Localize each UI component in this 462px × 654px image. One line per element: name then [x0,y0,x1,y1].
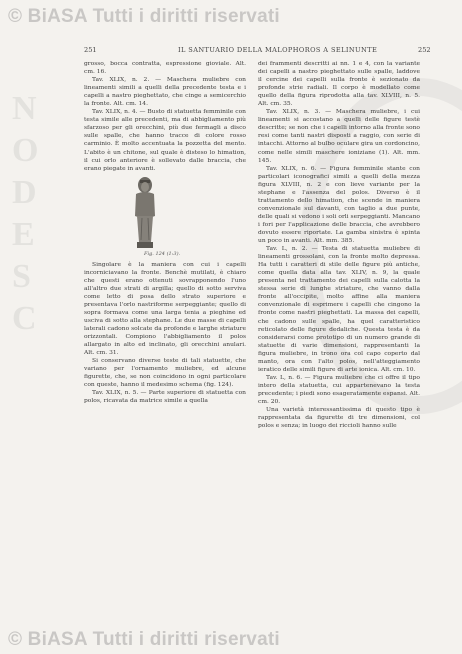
page-number-left: 251 [84,46,97,54]
watermark-bottom: © BiASA Tutti i diritti riservati [8,629,280,650]
watermark-top: © BiASA Tutti i diritti riservati [8,6,280,27]
paragraph: Tav. XLIX, n. 2. — Maschera muliebre con lineamenti simili a quelli della precedente testa e i capelli a nastro pieghettato, che cinge a semicerchio la fronte. Alt. cm. 14. [84,76,246,108]
paragraph: Tav. L, n. 6. — Figura muliebre che ci offre il tipo intero della statuetta, cui appartenevano la testa precedente; i piedi sono esageratamente espansi. Alt. cm. 20. [258,373,420,405]
left-column [84,60,246,406]
paragraph: Si conservano diverse teste di tali statuette, che variano per l'ornamento muliebre, ed alcune figurette, che, se non coincidono in ogni particolare con queste, hanno il medesimo schema (fig. 124). [84,357,246,389]
right-column [258,60,420,430]
paragraph: grosso, bocca contratta, espressione gioviale. Alt. cm. 16. [84,60,246,76]
paragraph: Singolare è la maniera con cui i capelli incorniciavano la fronte. Benchè mutilati, è chiaro che questi erano ottenuti sovrapponendo l'uno all'altro due strati di argilla; quello di sotto serviva come letto di posa dello strato superiore e presentava l'orlo nastriforme serpeggiante; quello di sopra formava come una larga tenia a pieghine ed usciva di sotto alla stephane. Le due masse di capelli laterali cadono solcate da profonde e larghe striature orizzontali. Compiono l'abbigliamento il polos allargato in alto ed inclinato, gli orecchini anulari. Alt. cm. 31. [84,260,246,357]
statuette-image [128,176,162,250]
figure-124 [84,176,246,258]
paragraph: Tav. L, n. 2. — Testa di statuetta muliebre di lineamenti grossolani, con la fronte molto depressa. Ha tutti i caratteri di stile delle figure più antiche, come quella data alla tav. XLIV, n. 9, la quale presenta nel trattamento dei capelli sulla calotta la stessa serie di lunghe striature, che vanno dalla fronte all'occipite, molto affine alla maniera convenzionale di esprimere i capelli che cingono la fronte come nastri pieghettati. La massa dei capelli, che cadono sulle spalle, ha quel caratteristico reticolato delle figure dedaliche. Questa testa è da considerarsi come prototipo di un numero grande di statuette di varie dimensioni, rappresentanti la figura muliebre, in trono ora col capo coperto dal manto, ora con l'alto polos, nell'atteggiamento ieratico delle simili figure di arte ionica. Alt. cm. 10. [258,245,420,373]
paragraph: Tav. XLIX, n. 5. — Parte superiore di statuetta con polos, ricavata da matrice simile a quella [84,389,246,405]
paragraph: Tav. XLIX, n. 3. — Maschera muliebre, i cui lineamenti si accostano a quelli delle figure testè descritte; se non che i capelli intorno alla fronte sono resi come tanti nastri disposti a raggio, con serie di intacchi. Attorno al bulbo oculare gira un cordoncino, come nelle simili maschere ioniziane (1). Alt. mm. 145. [258,108,420,164]
paragraph: Una varietà interessantissima di questo tipo è rappresentata da figurette di tre dimensioni, col polos e senza; in luogo dei riccioli hanno sulle [258,406,420,430]
page-header [0,46,462,58]
paragraph: Tav. XLIX, n. 6. — Figura femminile stante con particolari iconografici simili a quelli della mezza figura XLVIII, n. 2 e con lieve variante per la stephane e l'assenza del polos. Diverso è il trattamento dello himation, che scende in maniera convenzionale sul davanti, con taglio a due punte, delle quali si vedono i soli orli serpeggianti. Mancano i fori per l'applicazione delle braccia, che avrebbero dovuto essere riportate. La gamba sinistra è spinta un poco in avanti. Alt. mm. 385. [258,164,420,245]
paragraph: dei frammenti descritti ai nn. 1 e 4, con la variante dei capelli a nastro pieghettato sulle spalle, laddove il cercine dei capelli sulla fronte è sezionato da profonde strie radiali. Il corpo è modellato come quello della figura riprodotta alla tav. XLVIII, n. 5. Alt. cm. 35. [258,60,420,108]
running-title: IL SANTUARIO DELLA MALOPHOROS A SELINUNTE [178,46,378,54]
stamp-letters: N O D E S C [12,90,39,337]
paragraph: Tav. XLIX, n. 4. — Busto di statuetta femminile con testa simile alle precedenti, ma di abbigliamento più sfarzoso per gli orecchini, più due fermagli a disco sulle spalle, che hanno tracce di colore rosso carminio. È molto accentuata la pozzetta del mento. L'abito è un chitone, sul quale è disteso lo himation, il cui orlo anteriore è sollevato dalle braccia, che erano piegate in avanti. [84,108,246,172]
page-number-right: 252 [418,46,431,54]
figure-caption: Fig. 124 (1:3). [144,250,181,257]
